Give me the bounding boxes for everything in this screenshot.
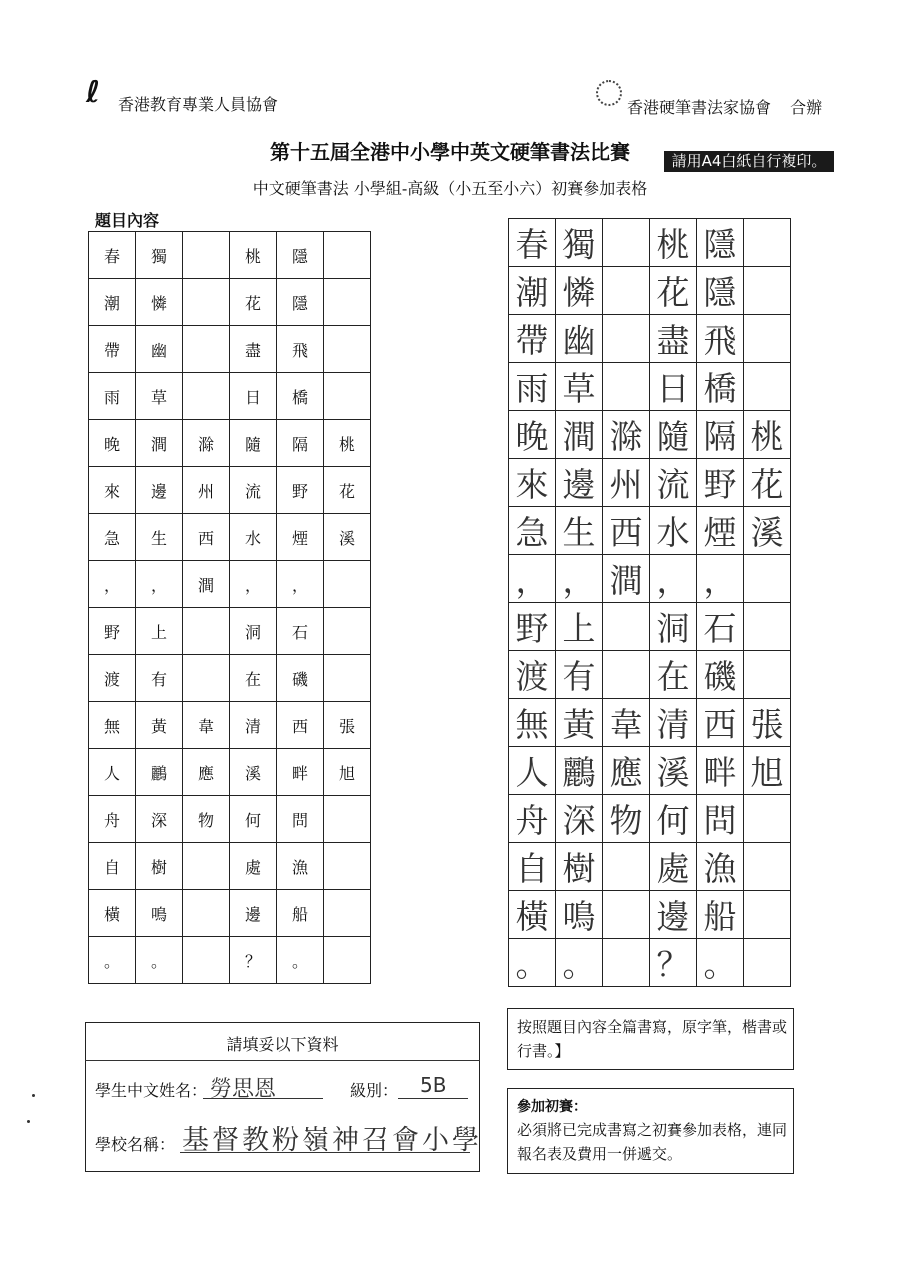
reference-grid-cell: 日 [230, 373, 277, 420]
co-organized-label: 合辦 [790, 98, 823, 117]
handwriting-grid-cell: ， [650, 555, 697, 603]
info-box-title: 請填妥以下資料 [226, 1035, 339, 1054]
reference-grid-row [89, 326, 371, 373]
reference-grid-cell [324, 279, 371, 326]
handwriting-grid-cell: 春 [509, 219, 556, 267]
handwriting-grid-row [509, 363, 791, 411]
handwriting-grid-cell [603, 315, 650, 363]
handwriting-grid-cell [744, 363, 791, 411]
handwriting-grid-cell: 飛 [697, 315, 744, 363]
page-subtitle: 中文硬筆書法 小學組-高級（小五至小六）初賽參加表格 [252, 179, 648, 198]
reference-grid-cell [324, 890, 371, 937]
reference-grid-row [89, 608, 371, 655]
handwriting-grid-cell: 草 [556, 363, 603, 411]
reference-grid-cell: 來 [89, 467, 136, 514]
reference-grid-cell: 清 [230, 702, 277, 749]
handwriting-grid-cell: 上 [556, 603, 603, 651]
reference-grid-cell: 春 [89, 232, 136, 279]
handwriting-grid-cell: 樹 [556, 843, 603, 891]
reference-grid-cell: 憐 [136, 279, 183, 326]
handwriting-grid-cell: 桃 [650, 219, 697, 267]
handwriting-grid-cell: 來 [509, 459, 556, 507]
handwriting-grid-cell: 煙 [697, 507, 744, 555]
reference-grid-row [89, 467, 371, 514]
info-title-divider [85, 1060, 480, 1061]
reference-grid-row [89, 843, 371, 890]
handwriting-grid-cell: 畔 [697, 747, 744, 795]
handwriting-grid-cell: 。 [509, 939, 556, 987]
student-name-label: 學生中文姓名： [95, 1081, 208, 1100]
handwriting-grid-cell: 滁 [603, 411, 650, 459]
reference-grid-cell: ？ [230, 937, 277, 984]
reference-grid-cell: 橫 [89, 890, 136, 937]
reference-grid-cell: 野 [89, 608, 136, 655]
reference-grid-cell [183, 843, 230, 890]
handwriting-grid-cell: 憐 [556, 267, 603, 315]
reference-grid-cell: 畔 [277, 749, 324, 796]
handwriting-grid-cell: 何 [650, 795, 697, 843]
section-label: 題目內容 [95, 211, 160, 230]
reference-grid-cell: 深 [136, 796, 183, 843]
handwriting-grid-cell: 人 [509, 747, 556, 795]
reference-grid-row [89, 702, 371, 749]
handwriting-grid-cell [744, 603, 791, 651]
reference-grid-cell [183, 655, 230, 702]
reference-grid-cell [324, 608, 371, 655]
handwriting-grid-cell: 物 [603, 795, 650, 843]
handwriting-grid-cell: 幽 [556, 315, 603, 363]
handwriting-grid-row [509, 267, 791, 315]
reference-grid-cell: 人 [89, 749, 136, 796]
reference-grid-cell: 帶 [89, 326, 136, 373]
handwriting-grid-cell: 自 [509, 843, 556, 891]
reference-grid-cell [183, 937, 230, 984]
handwriting-grid-cell: 鳴 [556, 891, 603, 939]
reference-grid-cell: 處 [230, 843, 277, 890]
reference-grid-cell: ， [136, 561, 183, 608]
handwriting-grid-row [509, 459, 791, 507]
reference-grid-row [89, 420, 371, 467]
class-label: 級別： [350, 1081, 399, 1100]
reference-grid-cell [324, 326, 371, 373]
organizer-right [627, 95, 822, 118]
reference-grid-cell [324, 561, 371, 608]
reference-grid-cell: 旭 [324, 749, 371, 796]
reference-grid-cell: 隨 [230, 420, 277, 467]
reference-grid-cell: 獨 [136, 232, 183, 279]
handwriting-grid-cell: 溪 [650, 747, 697, 795]
handwriting-grid-cell [744, 267, 791, 315]
reference-grid-cell: 洞 [230, 608, 277, 655]
page-title: 第十五屆全港中小學中英文硬筆書法比賽 [270, 140, 630, 164]
reference-grid-cell [324, 373, 371, 420]
handwriting-grid-cell: 州 [603, 459, 650, 507]
handwriting-grid-cell: 清 [650, 699, 697, 747]
handwriting-grid-cell: 西 [603, 507, 650, 555]
school-name-underline [180, 1152, 470, 1153]
reference-grid-cell: 桃 [324, 420, 371, 467]
handwriting-grid-cell: 。 [697, 939, 744, 987]
reference-grid-cell: 水 [230, 514, 277, 561]
reference-grid-cell: 隔 [277, 420, 324, 467]
handwriting-grid-cell [603, 891, 650, 939]
school-name-value[interactable]: 基督教粉嶺神召會小學 [182, 1125, 482, 1156]
class-underline [398, 1098, 468, 1099]
reference-grid-cell: 船 [277, 890, 324, 937]
reference-grid-cell: 滁 [183, 420, 230, 467]
handwriting-grid-cell: 鸝 [556, 747, 603, 795]
class-value[interactable]: 5B [420, 1073, 447, 1097]
handwriting-grid-row [509, 555, 791, 603]
handwriting-grid-cell: 渡 [509, 651, 556, 699]
handwriting-grid-cell: 問 [697, 795, 744, 843]
handwriting-grid-cell [744, 315, 791, 363]
reference-grid-row [89, 279, 371, 326]
reference-grid-cell: 溪 [324, 514, 371, 561]
reference-grid-cell: 溪 [230, 749, 277, 796]
reference-grid-cell: 西 [277, 702, 324, 749]
handwriting-grid-cell: 流 [650, 459, 697, 507]
reference-grid-cell: 韋 [183, 702, 230, 749]
handwriting-grid [508, 218, 791, 987]
reference-grid-row [89, 937, 371, 984]
handwriting-grid-cell: 漁 [697, 843, 744, 891]
reference-grid-cell [183, 608, 230, 655]
reference-grid-cell: 桃 [230, 232, 277, 279]
reference-grid-cell: 舟 [89, 796, 136, 843]
handwriting-grid-cell [744, 843, 791, 891]
handwriting-grid-cell: 澗 [556, 411, 603, 459]
reference-grid-cell: 應 [183, 749, 230, 796]
reference-grid-cell: ， [277, 561, 324, 608]
reference-grid-cell: 物 [183, 796, 230, 843]
handwriting-grid-row [509, 507, 791, 555]
reference-grid-cell [324, 843, 371, 890]
handwriting-grid-cell: 無 [509, 699, 556, 747]
reference-grid-cell: 鳴 [136, 890, 183, 937]
scan-speck [32, 1094, 35, 1097]
handwriting-grid-row [509, 891, 791, 939]
handwriting-grid-cell [603, 219, 650, 267]
handwriting-grid-cell: 帶 [509, 315, 556, 363]
reference-grid-cell: 邊 [136, 467, 183, 514]
reference-grid-cell: 邊 [230, 890, 277, 937]
handwriting-grid-cell: 橋 [697, 363, 744, 411]
reference-grid-cell: ， [230, 561, 277, 608]
reference-grid-cell: 雨 [89, 373, 136, 420]
handwriting-grid-cell: 磯 [697, 651, 744, 699]
handwriting-grid-cell [744, 651, 791, 699]
handwriting-grid-cell: 邊 [556, 459, 603, 507]
handwriting-grid-cell: 澗 [603, 555, 650, 603]
student-name-value[interactable]: 勞思恩 [210, 1077, 277, 1102]
reference-grid-cell: 自 [89, 843, 136, 890]
handwriting-grid-cell: 。 [556, 939, 603, 987]
reference-grid-row [89, 514, 371, 561]
reference-grid-cell: 潮 [89, 279, 136, 326]
reference-grid-cell: 在 [230, 655, 277, 702]
organizer-right-name: 香港硬筆書法家協會 [627, 98, 772, 117]
reference-grid-cell: 草 [136, 373, 183, 420]
reference-grid-cell: 何 [230, 796, 277, 843]
instruction-text: 按照題目內容全篇書寫，原字筆，楷書或行書。】 [517, 1018, 788, 1060]
handwriting-grid-cell: 隱 [697, 219, 744, 267]
handwriting-grid-cell: 張 [744, 699, 791, 747]
handwriting-grid-cell: 隨 [650, 411, 697, 459]
handwriting-grid-row [509, 651, 791, 699]
handwriting-grid-cell: 隱 [697, 267, 744, 315]
reference-grid-cell: 花 [324, 467, 371, 514]
handwriting-grid-cell: 潮 [509, 267, 556, 315]
handwriting-grid-cell [603, 267, 650, 315]
handwriting-grid-cell: 急 [509, 507, 556, 555]
reference-grid-cell [183, 890, 230, 937]
reference-grid-cell: 橋 [277, 373, 324, 420]
handwriting-grid-row [509, 843, 791, 891]
reference-grid-row [89, 561, 371, 608]
handwriting-grid-cell: 有 [556, 651, 603, 699]
reference-grid-cell: 漁 [277, 843, 324, 890]
reference-grid-cell: 張 [324, 702, 371, 749]
reference-grid-cell: 樹 [136, 843, 183, 890]
reference-grid-cell: 隱 [277, 232, 324, 279]
reference-grid-cell: 。 [89, 937, 136, 984]
reference-grid-cell: 花 [230, 279, 277, 326]
reference-grid-row [89, 373, 371, 420]
handwriting-grid-cell: 西 [697, 699, 744, 747]
reference-grid-cell [324, 796, 371, 843]
handwriting-grid-cell: ， [697, 555, 744, 603]
reference-text-grid [88, 231, 371, 984]
entry-notice-text: 必須將已完成書寫之初賽參加表格，連同報名表及費用一併遞交。 [517, 1121, 788, 1163]
handwriting-grid-cell [744, 795, 791, 843]
handwriting-grid-cell: ？ [650, 939, 697, 987]
reference-grid-cell: 。 [136, 937, 183, 984]
handwriting-grid-cell: 應 [603, 747, 650, 795]
handwriting-grid-cell: 花 [650, 267, 697, 315]
organizer-left: 香港教育專業人員協會 [118, 95, 279, 114]
reference-grid-cell: 磯 [277, 655, 324, 702]
reference-grid-row [89, 655, 371, 702]
reference-grid-cell: 石 [277, 608, 324, 655]
reference-grid-cell [183, 373, 230, 420]
student-name-underline [203, 1098, 323, 1099]
handwriting-grid-cell: 晚 [509, 411, 556, 459]
handwriting-grid-cell: 處 [650, 843, 697, 891]
handwriting-grid-cell [744, 939, 791, 987]
handwriting-grid-cell: 韋 [603, 699, 650, 747]
handwriting-grid-cell: 旭 [744, 747, 791, 795]
handwriting-grid-cell: 獨 [556, 219, 603, 267]
handwriting-grid-cell [603, 363, 650, 411]
reference-grid-cell: 。 [277, 937, 324, 984]
reference-grid-cell: 飛 [277, 326, 324, 373]
handwriting-grid-cell: ， [556, 555, 603, 603]
handwriting-grid-row [509, 939, 791, 987]
reference-grid-cell: 問 [277, 796, 324, 843]
reference-grid-cell: 上 [136, 608, 183, 655]
handwriting-grid-cell: 雨 [509, 363, 556, 411]
handwriting-grid-cell [744, 555, 791, 603]
handwriting-grid-cell: 黃 [556, 699, 603, 747]
reference-grid-cell: 黃 [136, 702, 183, 749]
handwriting-grid-cell: 在 [650, 651, 697, 699]
school-name-label: 學校名稱： [95, 1135, 176, 1154]
reference-grid-cell: 生 [136, 514, 183, 561]
reference-grid-cell: 煙 [277, 514, 324, 561]
handwriting-grid-row [509, 747, 791, 795]
reference-grid-cell: 晚 [89, 420, 136, 467]
handwriting-grid-row [509, 795, 791, 843]
entry-notice-title: 參加初賽： [517, 1099, 587, 1115]
reference-grid-cell [183, 326, 230, 373]
reference-grid-row [89, 232, 371, 279]
reference-grid-cell: 野 [277, 467, 324, 514]
handwriting-grid-cell: 野 [697, 459, 744, 507]
handwriting-grid-cell: 盡 [650, 315, 697, 363]
handwriting-grid-row [509, 603, 791, 651]
reference-grid-cell [324, 937, 371, 984]
handwriting-grid-cell: 舟 [509, 795, 556, 843]
handwriting-grid-cell: 邊 [650, 891, 697, 939]
calligraphy-association-seal-icon [596, 80, 622, 106]
handwriting-grid-cell [603, 651, 650, 699]
reference-grid-cell: 澗 [136, 420, 183, 467]
handwriting-grid-cell [603, 939, 650, 987]
reference-grid-cell: 隱 [277, 279, 324, 326]
reference-grid-cell: 盡 [230, 326, 277, 373]
handwriting-grid-cell: 橫 [509, 891, 556, 939]
handwriting-grid-cell: 石 [697, 603, 744, 651]
photocopy-note-badge: 請用A4白紙自行複印。 [664, 151, 834, 172]
reference-grid-cell [324, 655, 371, 702]
scan-speck [27, 1120, 30, 1123]
reference-grid-cell: 西 [183, 514, 230, 561]
reference-grid-row [89, 890, 371, 937]
handwriting-grid-cell [603, 603, 650, 651]
reference-grid-cell: ， [89, 561, 136, 608]
handwriting-grid-row [509, 411, 791, 459]
reference-grid-cell: 州 [183, 467, 230, 514]
handwriting-grid-row [509, 315, 791, 363]
association-logo-icon: ℓ [86, 75, 101, 110]
handwriting-grid-cell: 深 [556, 795, 603, 843]
handwriting-grid-cell: 隔 [697, 411, 744, 459]
handwriting-grid-row [509, 699, 791, 747]
handwriting-grid-cell: ， [509, 555, 556, 603]
handwriting-grid-cell: 洞 [650, 603, 697, 651]
reference-grid-row [89, 749, 371, 796]
reference-grid-cell: 急 [89, 514, 136, 561]
handwriting-grid-cell: 船 [697, 891, 744, 939]
reference-grid-cell: 流 [230, 467, 277, 514]
handwriting-grid-cell [744, 891, 791, 939]
handwriting-grid-cell: 日 [650, 363, 697, 411]
handwriting-grid-cell: 野 [509, 603, 556, 651]
handwriting-grid-cell [744, 219, 791, 267]
reference-grid-cell: 有 [136, 655, 183, 702]
reference-grid-cell [183, 232, 230, 279]
handwriting-grid-cell: 桃 [744, 411, 791, 459]
reference-grid-row [89, 796, 371, 843]
reference-grid-cell [324, 232, 371, 279]
reference-grid-cell: 幽 [136, 326, 183, 373]
handwriting-grid-row [509, 219, 791, 267]
reference-grid-cell: 澗 [183, 561, 230, 608]
handwriting-grid-cell [603, 843, 650, 891]
handwriting-grid-cell: 水 [650, 507, 697, 555]
handwriting-grid-cell: 生 [556, 507, 603, 555]
reference-grid-cell: 渡 [89, 655, 136, 702]
reference-grid-cell [183, 279, 230, 326]
reference-grid-cell: 無 [89, 702, 136, 749]
reference-grid-cell: 鸝 [136, 749, 183, 796]
handwriting-grid-cell: 溪 [744, 507, 791, 555]
handwriting-grid-cell: 花 [744, 459, 791, 507]
